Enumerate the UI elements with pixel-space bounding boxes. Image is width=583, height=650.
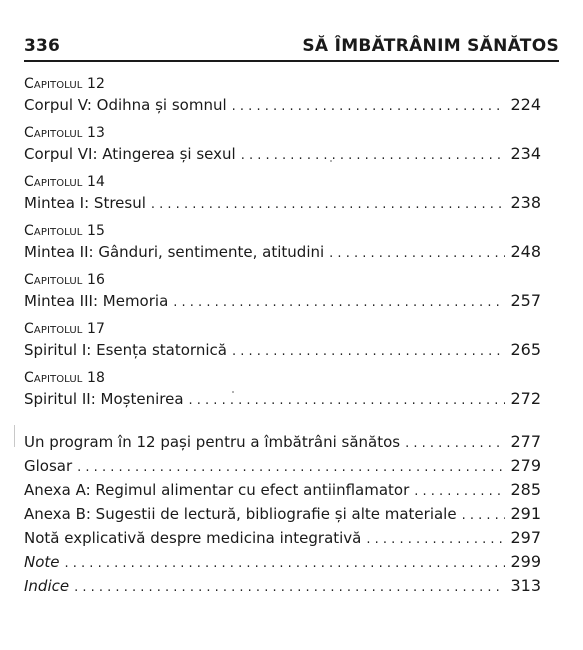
entry-title: Mintea III: Memoria (24, 292, 169, 310)
chapter-label: Capitolul 16 (24, 272, 106, 288)
entry-page: 291 (510, 504, 541, 523)
toc-chapter-15 (24, 222, 541, 271)
entry-title: Spiritul I: Esența statornică (24, 341, 227, 359)
chapter-label: Capitolul 12 (24, 76, 106, 92)
entry-title: Mintea II: Gânduri, sentimente, atitudini (24, 243, 325, 261)
dot-leader (241, 145, 506, 167)
entry-title: Un program în 12 pași pentru a îmbătrâni sănătos (24, 433, 401, 451)
running-title: SĂ ÎMBĂTRÂNIM SĂNĂTOS (302, 36, 559, 56)
entry-page: 297 (510, 528, 541, 547)
entry-page: 248 (510, 242, 541, 261)
entry-title: Mintea I: Stresul (24, 194, 146, 212)
table-of-contents (24, 75, 541, 598)
entry-title: Spiritul II: Moștenirea (24, 390, 184, 408)
entry-page: 279 (510, 456, 541, 475)
toc-entry-glosar (24, 454, 541, 478)
dot-leader (329, 243, 505, 265)
dot-leader (414, 480, 505, 504)
entry-page: 299 (510, 552, 541, 571)
toc-entry (24, 143, 541, 165)
toc-chapter-13 (24, 124, 541, 173)
toc-entry (24, 339, 541, 361)
entry-page: 224 (510, 95, 541, 114)
scan-speck (330, 160, 332, 162)
toc-entry-anexa-b (24, 502, 541, 526)
toc-chapter-12 (24, 75, 541, 124)
page-header (24, 34, 559, 62)
entry-page: 238 (510, 193, 541, 212)
toc-entry-nota (24, 526, 541, 550)
dot-leader (232, 341, 506, 363)
entry-title: Glosar (24, 457, 73, 475)
chapter-label: Capitolul 15 (24, 223, 106, 239)
entry-title: Anexa B: Sugestii de lectură, bibliografie și alte materiale (24, 505, 457, 523)
dot-leader (189, 390, 506, 412)
dot-leader (173, 292, 505, 314)
chapter-label: Capitolul 18 (24, 370, 106, 386)
entry-page: 265 (510, 340, 541, 359)
toc-entry (24, 94, 541, 116)
toc-entry (24, 388, 541, 410)
toc-chapter-18 (24, 369, 541, 418)
entry-title: Corpul VI: Atingerea și sexul (24, 145, 236, 163)
dot-leader (366, 528, 505, 552)
toc-entry-note (24, 550, 541, 574)
dot-leader (405, 432, 505, 456)
dot-leader (65, 552, 506, 576)
entry-page: 313 (510, 576, 541, 595)
toc-entry (24, 241, 541, 263)
section-gap (24, 418, 541, 430)
entry-page: 257 (510, 291, 541, 310)
toc-entry-program (24, 430, 541, 454)
entry-page: 234 (510, 144, 541, 163)
dot-leader (77, 456, 505, 480)
chapter-label: Capitolul 13 (24, 125, 106, 141)
dot-leader (462, 504, 506, 528)
entry-page: 285 (510, 480, 541, 499)
page-number: 336 (24, 36, 61, 56)
chapter-label: Capitolul 17 (24, 321, 106, 337)
scan-margin-mark (14, 425, 17, 447)
dot-leader (151, 194, 506, 216)
entry-title: Anexa A: Regimul alimentar cu efect antiinflamator (24, 481, 410, 499)
toc-entry (24, 290, 541, 312)
toc-chapter-17 (24, 320, 541, 369)
toc-entry-indice (24, 574, 541, 598)
entry-page: 272 (510, 389, 541, 408)
scan-speck (232, 391, 234, 393)
dot-leader (232, 96, 506, 118)
entry-page: 277 (510, 432, 541, 451)
entry-title: Indice (24, 577, 70, 595)
toc-chapter-16 (24, 271, 541, 320)
entry-title: Corpul V: Odihna și somnul (24, 96, 227, 114)
dot-leader (74, 576, 505, 600)
chapter-label: Capitolul 14 (24, 174, 106, 190)
toc-entry (24, 192, 541, 214)
entry-title: Note (24, 553, 60, 571)
entry-title: Notă explicativă despre medicina integrativă (24, 529, 362, 547)
toc-chapter-14 (24, 173, 541, 222)
toc-entry-anexa-a (24, 478, 541, 502)
